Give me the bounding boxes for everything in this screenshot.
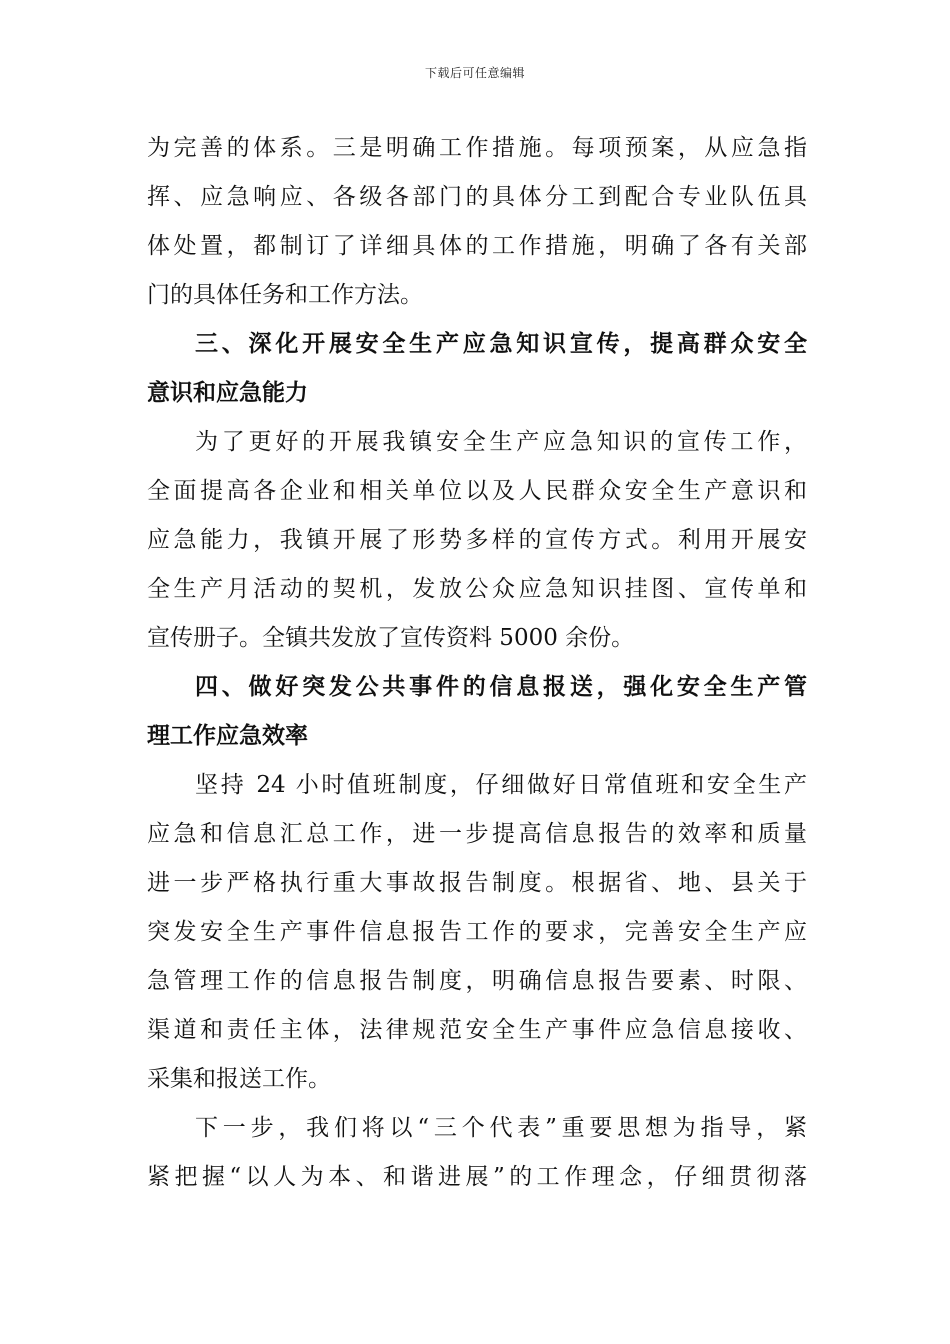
paragraph-line: 全面提高各企业和相关单位以及人民群众安全生产意识和 [147,478,807,504]
paragraph-line: 坚持 24 小时值班制度，仔细做好日常值班和安全生产 [195,772,807,798]
paragraph-line: 体处置，都制订了详细具体的工作措施，明确了各有关部 [147,233,807,259]
paragraph-line: 急管理工作的信息报告制度，明确信息报告要素、时限、 [147,968,807,994]
paragraph-line: 采集和报送工作。 [147,1066,331,1092]
section-heading-line: 四、做好突发公共事件的信息报送，强化安全生产管 [195,674,807,700]
document-body [147,124,807,1202]
paragraph-line: 门的具体任务和工作方法。 [147,282,423,308]
paragraph-line: 紧把握“以人为本、和谐进展”的工作理念，仔细贯彻落 [147,1164,807,1190]
paragraph-line: 突发安全生产事件信息报告工作的要求，完善安全生产应 [147,919,807,945]
header-note: 下载后可任意编辑 [424,66,525,80]
paragraph-line: 全生产月活动的契机，发放公众应急知识挂图、宣传单和 [147,576,807,602]
paragraph-line: 渠道和责任主体，法律规范安全生产事件应急信息接收、 [147,1017,807,1043]
paragraph-line: 挥、应急响应、各级各部门的具体分工到配合专业队伍具 [147,184,807,210]
paragraph-line: 进一步严格执行重大事故报告制度。根据省、地、县关于 [147,870,807,896]
paragraph-line: 为了更好的开展我镇安全生产应急知识的宣传工作， [195,429,807,455]
paragraph-line: 应急和信息汇总工作，进一步提高信息报告的效率和质量 [147,821,807,847]
paragraph-line: 应急能力，我镇开展了形势多样的宣传方式。利用开展安 [147,527,807,553]
section-heading-line: 三、深化开展安全生产应急知识宣传，提高群众安全 [195,331,807,357]
section-heading-line: 理工作应急效率 [147,723,308,749]
paragraph-line: 为完善的体系。三是明确工作措施。每项预案，从应急指 [147,135,807,161]
paragraph-line: 宣传册子。全镇共发放了宣传资料 5000 余份。 [147,625,635,651]
section-heading-line: 意识和应急能力 [147,380,308,406]
paragraph-line: 下一步，我们将以“三个代表”重要思想为指导，紧 [195,1115,807,1141]
